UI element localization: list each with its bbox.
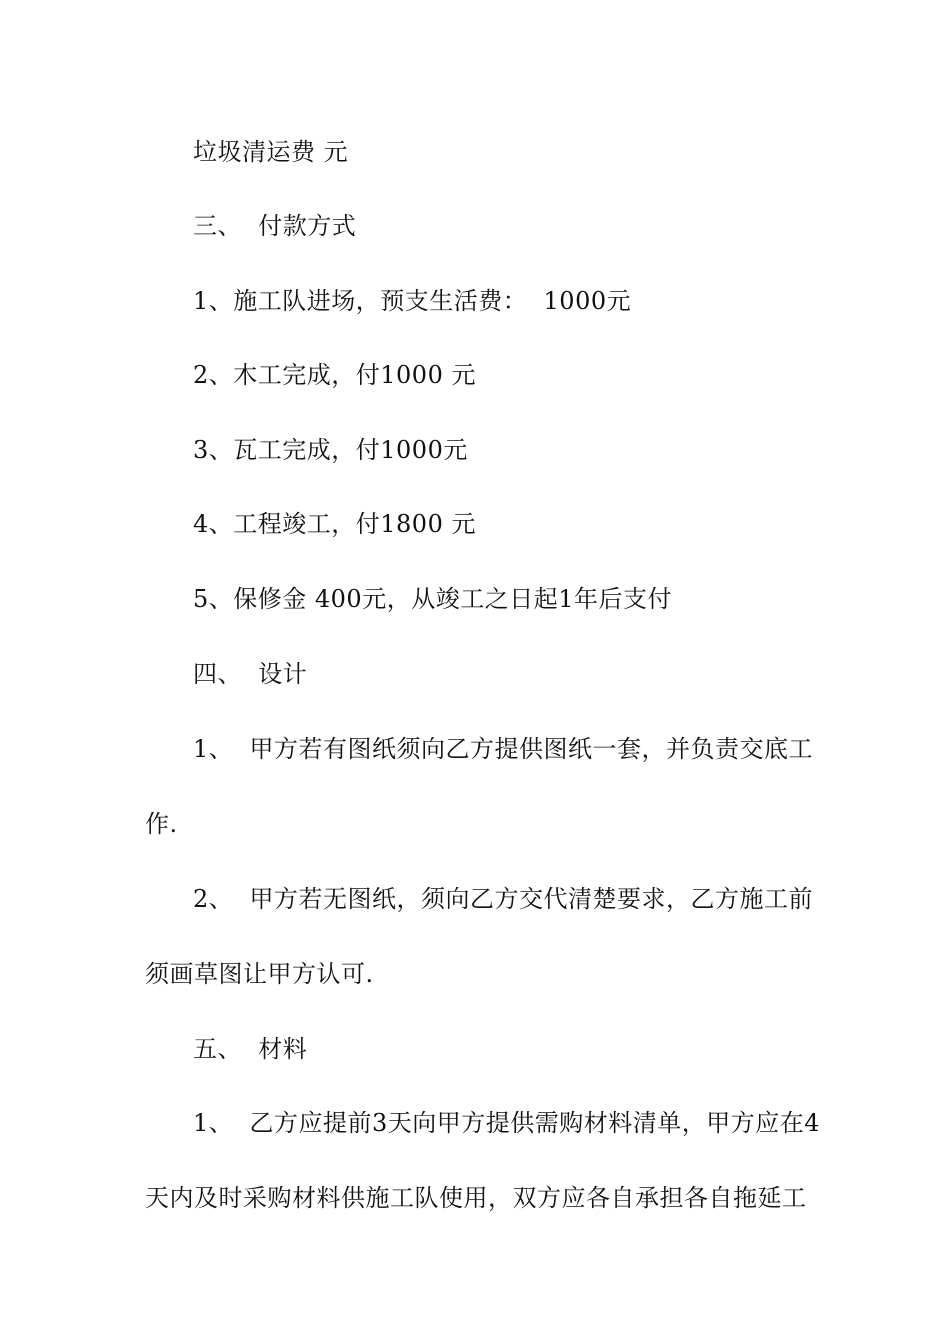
section-5-heading: 五、 材料	[193, 1035, 308, 1063]
design-item-1: 1、 甲方若有图纸须向乙方提供图纸一套，并负责交底工	[193, 735, 814, 763]
material-item-1: 1、 乙方应提前3天向甲方提供需购材料清单，甲方应在4	[193, 1109, 821, 1137]
payment-item-2: 2、木工完成，付1000 元	[193, 361, 476, 389]
payment-item-5: 5、保修金 400元，从竣工之日起1年后支付	[193, 585, 672, 613]
design-item-1-continued: 作.	[145, 810, 178, 838]
design-item-2-continued: 须画草图让甲方认可.	[145, 960, 374, 988]
payment-item-3: 3、瓦工完成，付1000元	[193, 436, 468, 464]
payment-item-1: 1、施工队进场，预支生活费： 1000元	[193, 287, 632, 315]
material-item-1-continued: 天内及时采购材料供施工队使用，双方应各自承担各自拖延工	[145, 1184, 807, 1212]
section-3-heading: 三、 付款方式	[193, 212, 357, 240]
section-4-heading: 四、 设计	[193, 660, 308, 688]
payment-item-4: 4、工程竣工，付1800 元	[193, 510, 476, 538]
cleanup-fee-line: 垃圾清运费 元	[193, 138, 349, 166]
design-item-2: 2、 甲方若无图纸，须向乙方交代清楚要求，乙方施工前	[193, 885, 814, 913]
